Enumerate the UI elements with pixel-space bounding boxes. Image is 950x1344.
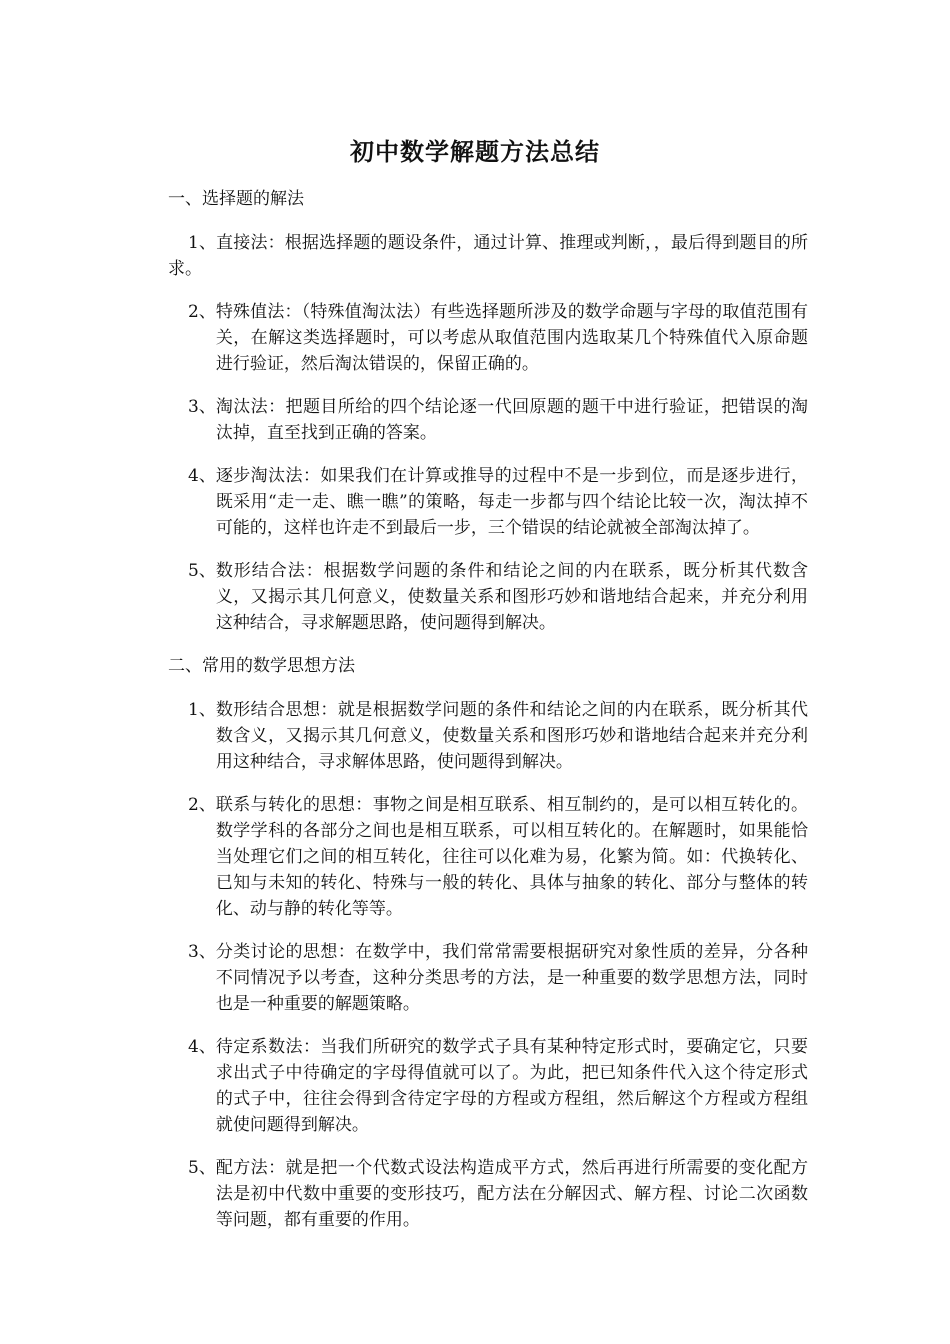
item-number: 3、 bbox=[188, 942, 216, 962]
list-item bbox=[168, 394, 808, 446]
item-text: 淘汰法：把题目所给的四个结论逐一代回原题的题干中进行验证，把错误的淘汰掉，直至找到正确的答案。 bbox=[215, 397, 808, 443]
document-title: 初中数学解题方法总结 bbox=[350, 137, 600, 166]
item-number: 4、 bbox=[188, 466, 216, 486]
list-item bbox=[168, 697, 808, 775]
item-number: 1、 bbox=[188, 700, 216, 720]
item-number: 5、 bbox=[188, 561, 216, 581]
document-body bbox=[168, 186, 808, 1250]
item-text: 数形结合法：根据数学问题的条件和结论之间的内在联系，既分析其代数含义，又揭示其几何意义，使数量关系和图形巧妙和谐地结合起来，并充分利用这种结合，寻求解题思路，使问题得到解决。 bbox=[215, 561, 808, 633]
item-number: 2、 bbox=[188, 795, 216, 815]
section-heading: 二、常用的数学思想方法 bbox=[168, 656, 355, 676]
list-item bbox=[168, 558, 808, 636]
item-text: 特殊值法：（特殊值淘汰法）有些选择题所涉及的数学命题与字母的取值范围有关，在解这类选择题时，可以考虑从取值范围内选取某几个特殊值代入原命题进行验证，然后淘汰错误的，保留正确的。 bbox=[215, 302, 808, 374]
item-number: 3、 bbox=[188, 397, 216, 417]
item-text: 待定系数法：当我们所研究的数学式子具有某种特定形式时，要确定它，只要求出式子中待确定的字母得值就可以了。为此，把已知条件代入这个待定形式的式子中，往往会得到含待定字母的方程或方程组，然后解这个方程或方程组就使问题得到解决。 bbox=[215, 1037, 808, 1135]
item-number: 2、 bbox=[188, 302, 216, 322]
item-number: 5、 bbox=[188, 1158, 216, 1178]
item-number: 4、 bbox=[188, 1037, 216, 1057]
section-heading: 一、选择题的解法 bbox=[168, 189, 304, 209]
list-item bbox=[168, 939, 808, 1017]
item-text: 分类讨论的思想：在数学中，我们常常需要根据研究对象性质的差异，分各种不同情况予以考查，这种分类思考的方法，是一种重要的数学思想方法，同时也是一种重要的解题策略。 bbox=[215, 942, 808, 1014]
list-item bbox=[168, 1155, 808, 1233]
section-thinking-methods bbox=[168, 653, 808, 1233]
item-text: 逐步淘汰法：如果我们在计算或推导的过程中不是一步到位，而是逐步进行，既采用“走一走、瞧一瞧”的策略，每走一步都与四个结论比较一次，淘汰掉不可能的，这样也许走不到最后一步，三个错误的结论就被全部淘汰掉了。 bbox=[215, 466, 808, 538]
list-item bbox=[168, 792, 808, 922]
section-choice-methods bbox=[168, 186, 808, 636]
item-text: 配方法：就是把一个代数式设法构造成平方式，然后再进行所需要的变化配方法是初中代数中重要的变形技巧，配方法在分解因式、解方程、讨论二次函数等问题，都有重要的作用。 bbox=[215, 1158, 808, 1230]
list-item bbox=[168, 299, 808, 377]
item-text: 联系与转化的思想：事物之间是相互联系、相互制约的，是可以相互转化的。数学学科的各部分之间也是相互联系，可以相互转化的。在解题时，如果能恰当处理它们之间的相互转化，往往可以化难为易，化繁为简。如：代换转化、已知与未知的转化、特殊与一般的转化、具体与抽象的转化、部分与整体的转化、动与静的转化等等。 bbox=[215, 795, 808, 919]
list-item bbox=[168, 1034, 808, 1138]
paragraph-direct-method: 1、直接法：根据选择题的题设条件，通过计算、推理或判断，，最后得到题目的所求。 bbox=[168, 233, 808, 279]
item-text: 数形结合思想：就是根据数学问题的条件和结论之间的内在联系，既分析其代数含义，又揭示其几何意义，使数量关系和图形巧妙和谐地结合起来并充分利用这种结合，寻求解体思路，使问题得到解决。 bbox=[215, 700, 808, 772]
list-item bbox=[168, 463, 808, 541]
